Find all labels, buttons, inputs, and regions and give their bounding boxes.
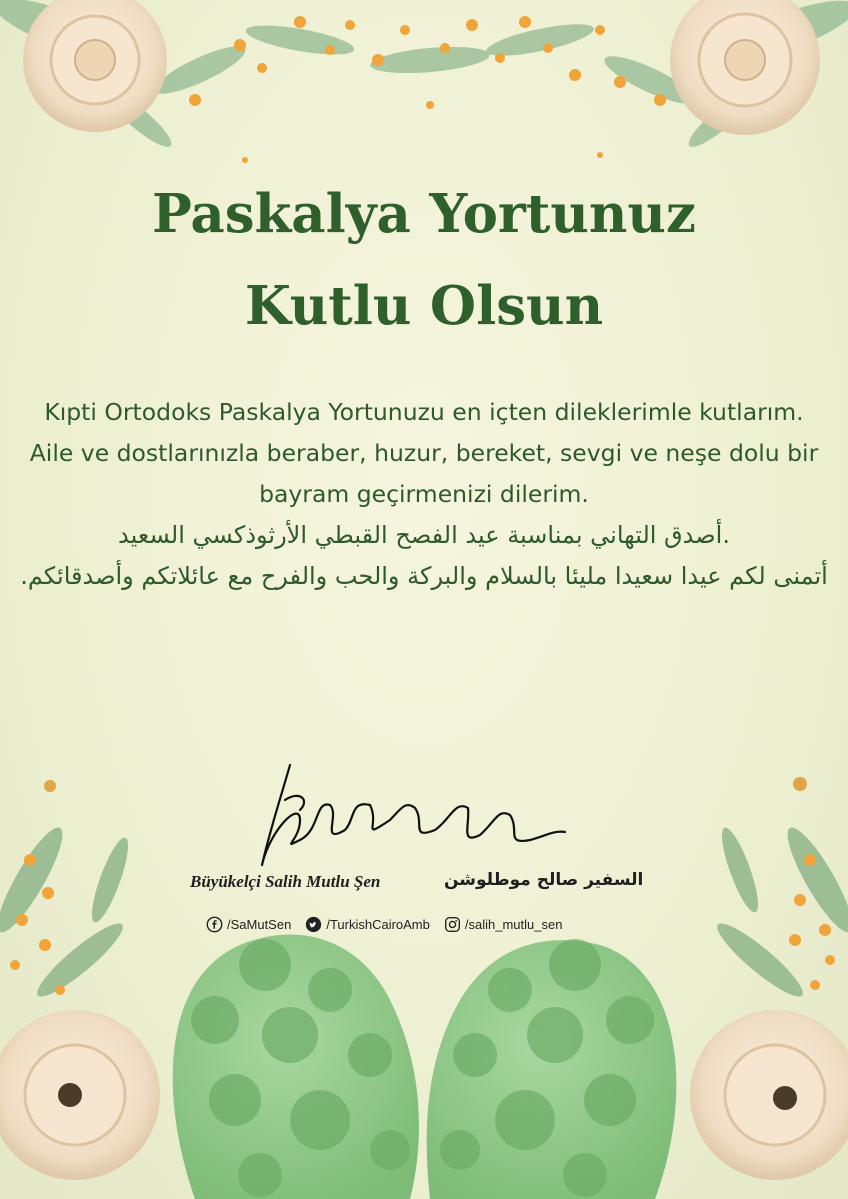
turkish-line-2: Aile ve dostlarınızla beraber, huzur, bereket, sevgi ve neşe dolu bir bayram geçirmenizi dilerim. bbox=[29, 439, 819, 508]
arabic-line-1: .أصدق التهاني بمناسبة عيد الفصح القبطي الأرثوذكسي السعيد bbox=[118, 521, 730, 549]
twitter-handle: /TurkishCairoAmb bbox=[326, 917, 430, 932]
social-links bbox=[206, 916, 636, 933]
bottom-left-flower bbox=[0, 1010, 160, 1180]
facebook-handle: /SaMutSen bbox=[227, 917, 292, 932]
facebook-link[interactable] bbox=[206, 916, 291, 933]
greeting-message bbox=[20, 392, 828, 597]
title-line-1: Paskalya Yortunuz bbox=[151, 183, 697, 245]
instagram-link[interactable] bbox=[444, 916, 563, 933]
instagram-handle: /salih_mutlu_sen bbox=[464, 917, 563, 932]
ambassador-name: Büyükelçi Salih Mutlu Şen bbox=[190, 872, 381, 891]
handwritten-signature bbox=[262, 765, 565, 865]
arabic-line-2: أتمنى لكم عيدا سعيدا مليئا بالسلام والبركة والحب والفرح مع عائلاتكم وأصدقائكم. bbox=[20, 562, 828, 590]
title-line-2: Kutlu Olsun bbox=[244, 275, 604, 337]
facebook-icon bbox=[206, 916, 223, 933]
left-egg bbox=[173, 934, 419, 1199]
top-right-flower bbox=[670, 0, 820, 135]
ambassador-name-arabic: السفير صالح موطلوشن bbox=[444, 870, 644, 890]
bottom-right-flower bbox=[690, 1010, 848, 1180]
instagram-icon bbox=[444, 916, 461, 933]
bottom-leaves bbox=[0, 821, 848, 1005]
page-title bbox=[0, 168, 848, 352]
right-egg bbox=[427, 939, 677, 1199]
turkish-line-1: Kıpti Ortodoks Paskalya Yortunuzu en içten dileklerimle kutlarım. bbox=[44, 398, 804, 426]
twitter-icon bbox=[305, 916, 322, 933]
twitter-link[interactable] bbox=[305, 916, 430, 933]
